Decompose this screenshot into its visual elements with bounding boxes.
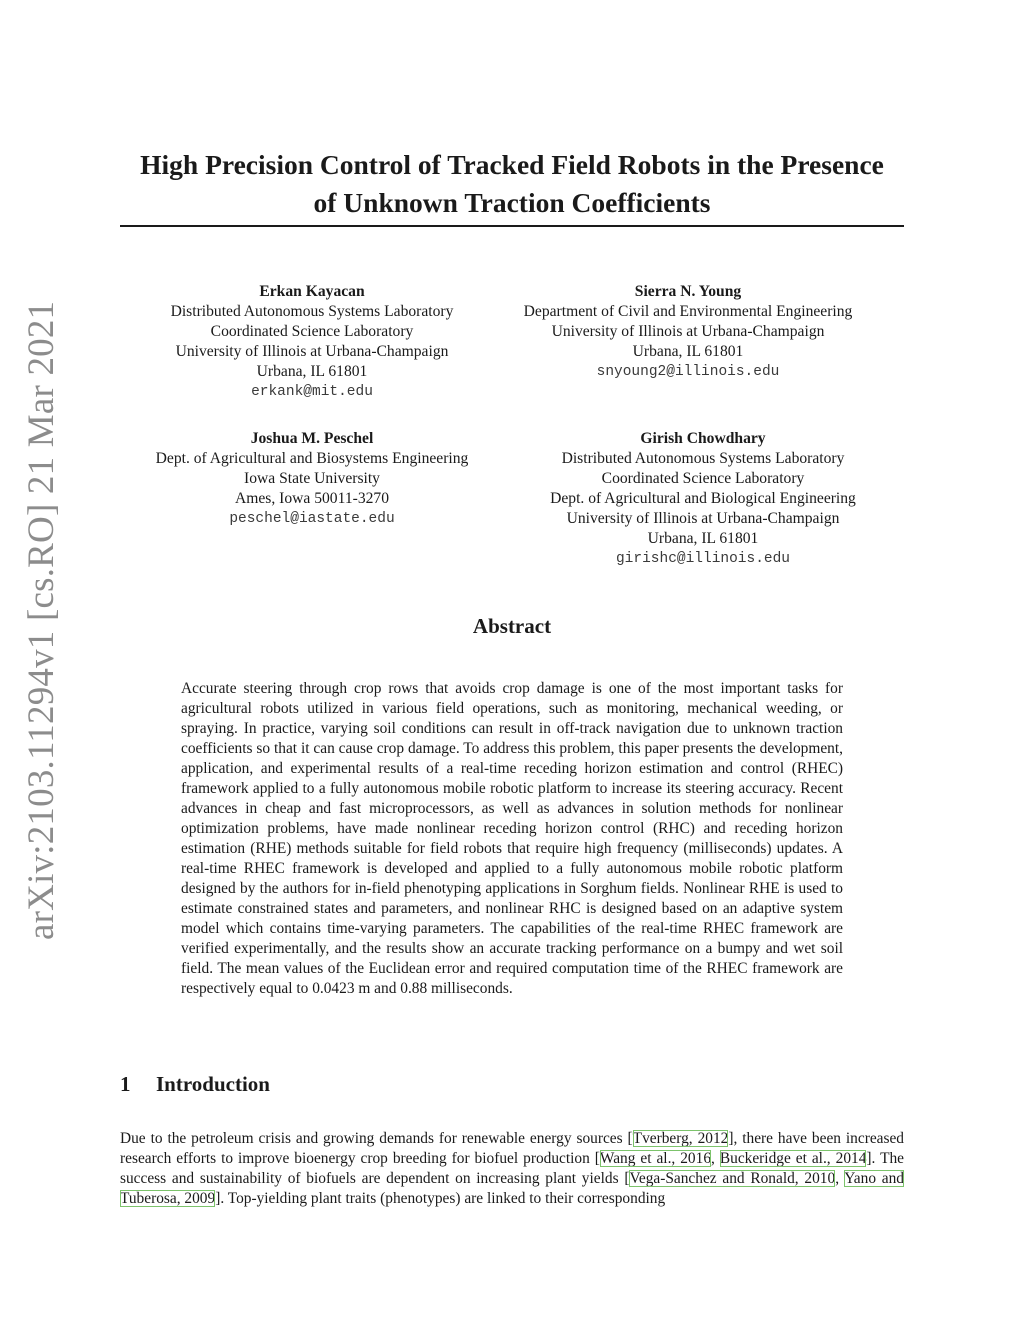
author-block-peschel [140, 429, 484, 529]
author-affiliation: Iowa State University [244, 470, 380, 487]
citation-link[interactable]: Tverberg, 2012 [632, 1130, 729, 1147]
author-address: Urbana, IL 61801 [256, 363, 368, 380]
section-heading-introduction [120, 1072, 270, 1097]
author-address: Ames, Iowa 50011-3270 [234, 490, 390, 507]
intro-text: , [835, 1170, 845, 1187]
intro-text: , [711, 1150, 720, 1167]
author-affiliation: University of Illinois at Urbana-Champaign [566, 510, 840, 527]
title-line-2: of Unknown Traction Coefficients [313, 187, 711, 218]
author-affiliation: Dept. of Agricultural and Biosystems Engineering [155, 450, 469, 467]
abstract-heading: Abstract [472, 614, 552, 638]
citation-link[interactable]: Yano and Tuberosa, 2009 [120, 1170, 904, 1207]
paper-title [120, 146, 904, 222]
author-address: Urbana, IL 61801 [647, 530, 759, 547]
title-rule [120, 225, 904, 227]
citation-link[interactable]: Wang et al., 2016 [599, 1150, 712, 1167]
introduction-paragraph [120, 1129, 904, 1209]
author-affiliation: Department of Civil and Environmental Engineering [523, 303, 853, 320]
author-block-kayacan [140, 282, 484, 402]
author-block-young [500, 282, 876, 382]
author-affiliation: Dept. of Agricultural and Biological Engineering [550, 490, 856, 507]
section-title: Introduction [156, 1072, 270, 1096]
author-address: Urbana, IL 61801 [632, 343, 744, 360]
intro-text: ]. The success and sustainability of biofuels are dependent on increasing plant yields [ [120, 1150, 904, 1187]
author-name: Joshua M. Peschel [250, 430, 374, 447]
intro-text: ], there have been increased research efforts to improve bioenergy crop breeding for biofuel production [ [120, 1130, 904, 1167]
citation-link[interactable]: Buckeridge et al., 2014 [719, 1150, 867, 1167]
intro-text: ]. Top-yielding plant traits (phenotypes) are linked to their corresponding [215, 1190, 666, 1207]
author-email[interactable]: snyoung2@illinois.edu [596, 364, 780, 380]
intro-text: Due to the petroleum crisis and growing demands for renewable energy sources [ [120, 1130, 633, 1147]
citation-link[interactable]: Vega-Sanchez and Ronald, 2010 [629, 1170, 836, 1187]
author-name: Erkan Kayacan [259, 283, 365, 300]
author-email[interactable]: girishc@illinois.edu [615, 551, 791, 567]
author-affiliation: Distributed Autonomous Systems Laboratory [170, 303, 454, 320]
author-email[interactable]: peschel@iastate.edu [229, 511, 395, 527]
author-name: Girish Chowdhary [640, 430, 766, 447]
abstract-text: Accurate steering through crop rows that avoids crop damage is one of the most important tasks for agricultural robots utilized in various field operations, such as monitoring, mechanical weeding, or spraying. In practice, varying soil conditions can result in off-track navigation due to unknown traction coefficients so that it can cause crop damage. To address this problem, this paper presents the development, application, and experimental results of a real-time receding horizon estimation and control (RHEC) framework applied to a fully autonomous mobile robotic platform to increase its steering accuracy. Recent advances in cheap and fast microprocessors, as well as advances in solution methods for nonlinear optimization problems, have made nonlinear receding horizon control (RHC) and receding horizon estimation (RHE) methods suitable for field robots that require high frequency (milliseconds) updates. A real-time RHEC framework is developed and applied to a fully autonomous mobile robotic platform designed by the authors for in-field phenotyping applications in Sorghum fields. Nonlinear RHE is used to estimate constrained states and parameters, and nonlinear RHC is designed based on an adaptive system model which contains time-varying parameters. The capabilities of the real-time RHEC framework are verified experimentally, and the results show an accurate tracking performance on a bumpy and wet soil field. The mean values of the Euclidean error and required computation time of the RHEC framework are respectively equal to 0.0423 m and 0.88 milliseconds. [181, 680, 843, 997]
author-affiliation: University of Illinois at Urbana-Champaign [551, 323, 825, 340]
author-block-chowdhary [500, 429, 906, 569]
title-line-1: High Precision Control of Tracked Field Robots in the Presence [140, 149, 884, 180]
author-email[interactable]: erkank@mit.edu [251, 384, 373, 400]
author-affiliation: Coordinated Science Laboratory [601, 470, 805, 487]
author-affiliation: Distributed Autonomous Systems Laboratory [561, 450, 845, 467]
author-name: Sierra N. Young [634, 283, 742, 300]
author-affiliation: Coordinated Science Laboratory [210, 323, 414, 340]
author-affiliation: University of Illinois at Urbana-Champaign [175, 343, 449, 360]
arxiv-identifier: arXiv:2103.11294v1 [cs.RO] 21 Mar 2021 [21, 300, 62, 940]
section-number: 1 [120, 1072, 131, 1096]
